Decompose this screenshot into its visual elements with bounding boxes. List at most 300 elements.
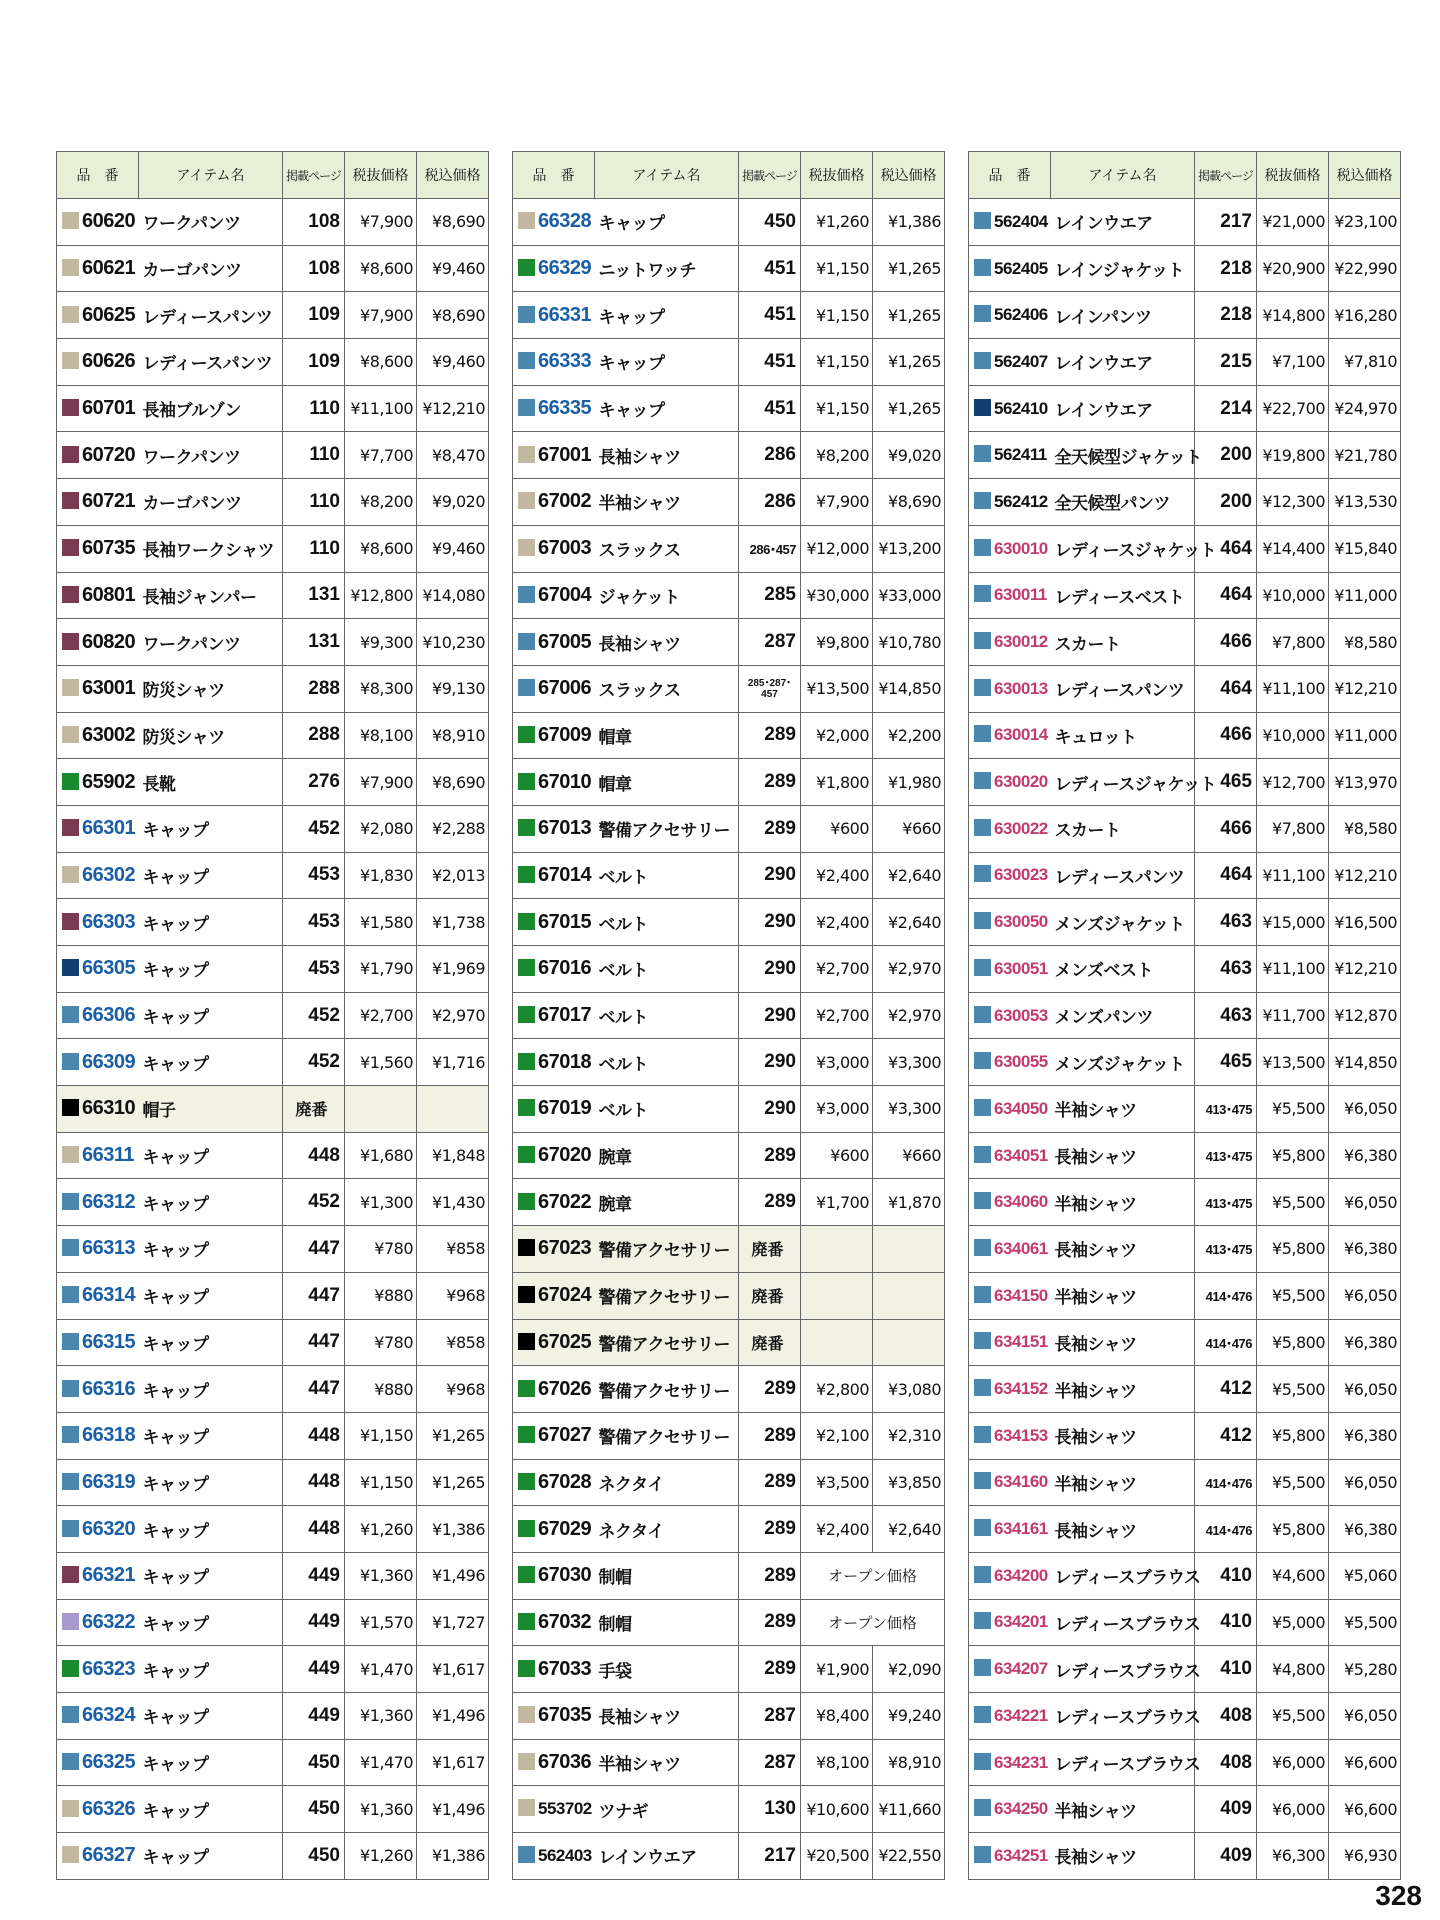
header-item-name: アイテム名 bbox=[595, 152, 739, 199]
price-in-tax: ¥660 bbox=[873, 1132, 945, 1179]
product-code-cell bbox=[969, 1272, 1051, 1319]
price-ex-tax: ¥13,500 bbox=[1257, 1039, 1329, 1086]
catalog-page: 448 bbox=[283, 1132, 345, 1179]
item-name: 長靴 bbox=[139, 759, 283, 806]
item-name: 手袋 bbox=[595, 1646, 739, 1693]
product-code-cell bbox=[969, 432, 1051, 479]
product-code: 66301 bbox=[82, 817, 136, 840]
item-name: キャップ bbox=[139, 1412, 283, 1459]
table-row bbox=[57, 525, 489, 572]
item-name: キャップ bbox=[595, 385, 739, 432]
product-code-cell bbox=[57, 1132, 139, 1179]
table-row bbox=[969, 245, 1401, 292]
price-in-tax: ¥9,460 bbox=[417, 245, 489, 292]
catalog-page: 286 bbox=[739, 432, 801, 479]
price-in-tax: ¥2,970 bbox=[873, 992, 945, 1039]
item-name: レインパンツ bbox=[1051, 292, 1195, 339]
product-code-cell bbox=[969, 1646, 1051, 1693]
product-code-cell bbox=[513, 1086, 595, 1133]
price-ex-tax: ¥3,500 bbox=[801, 1459, 873, 1506]
color-swatch bbox=[62, 866, 79, 883]
price-in-tax: ¥6,050 bbox=[1329, 1272, 1401, 1319]
product-code: 63002 bbox=[82, 723, 136, 746]
table-row bbox=[969, 759, 1401, 806]
price-in-tax: ¥1,617 bbox=[417, 1739, 489, 1786]
item-name: 警備アクセサリー bbox=[595, 1319, 739, 1366]
catalog-page: 290 bbox=[739, 852, 801, 899]
product-code: 634250 bbox=[994, 1799, 1048, 1819]
header-price-in-tax: 税込価格 bbox=[873, 152, 945, 199]
price-ex-tax: ¥2,400 bbox=[801, 1506, 873, 1553]
price-ex-tax: ¥11,100 bbox=[1257, 946, 1329, 993]
price-ex-tax: ¥780 bbox=[345, 1226, 417, 1273]
table-row bbox=[57, 1039, 489, 1086]
price-ex-tax: ¥1,150 bbox=[801, 245, 873, 292]
color-swatch bbox=[974, 1426, 991, 1443]
catalog-page: 131 bbox=[283, 572, 345, 619]
table-row bbox=[969, 1179, 1401, 1226]
catalog-page: 447 bbox=[283, 1272, 345, 1319]
catalog-page: 466 bbox=[1195, 712, 1257, 759]
product-code-cell bbox=[969, 1786, 1051, 1833]
product-code: 630012 bbox=[994, 632, 1048, 652]
item-name: ベルト bbox=[595, 946, 739, 993]
table-row bbox=[57, 432, 489, 479]
table-row bbox=[57, 479, 489, 526]
product-code-cell bbox=[969, 1459, 1051, 1506]
table-row bbox=[969, 899, 1401, 946]
price-ex-tax: ¥9,800 bbox=[801, 619, 873, 666]
table-row bbox=[57, 946, 489, 993]
price-table-2 bbox=[512, 151, 945, 1880]
price-ex-tax: ¥8,100 bbox=[801, 1739, 873, 1786]
product-code-cell bbox=[57, 899, 139, 946]
product-code: 562406 bbox=[994, 305, 1048, 325]
price-in-tax: ¥1,716 bbox=[417, 1039, 489, 1086]
color-swatch bbox=[518, 1006, 535, 1023]
price-in-tax bbox=[873, 1272, 945, 1319]
color-swatch bbox=[518, 492, 535, 509]
table-row bbox=[513, 1833, 945, 1880]
product-code: 634160 bbox=[994, 1472, 1048, 1492]
price-in-tax: ¥6,050 bbox=[1329, 1693, 1401, 1740]
product-code: 60721 bbox=[82, 490, 136, 513]
item-name: 半袖シャツ bbox=[1051, 1179, 1195, 1226]
price-ex-tax: ¥1,150 bbox=[801, 385, 873, 432]
table-row bbox=[57, 245, 489, 292]
price-ex-tax: ¥1,570 bbox=[345, 1599, 417, 1646]
product-code-cell bbox=[57, 1786, 139, 1833]
catalog-page: 217 bbox=[1195, 199, 1257, 246]
table-row bbox=[57, 852, 489, 899]
product-code-cell bbox=[513, 1833, 595, 1880]
product-code: 66328 bbox=[538, 210, 592, 233]
price-in-tax: ¥2,013 bbox=[417, 852, 489, 899]
product-code: 67004 bbox=[538, 583, 592, 606]
color-swatch bbox=[518, 1193, 535, 1210]
product-code-cell bbox=[513, 805, 595, 852]
color-swatch bbox=[974, 259, 991, 276]
color-swatch bbox=[518, 586, 535, 603]
table-row bbox=[513, 852, 945, 899]
product-code: 66318 bbox=[82, 1424, 136, 1447]
price-ex-tax: ¥1,470 bbox=[345, 1646, 417, 1693]
product-code: 66329 bbox=[538, 257, 592, 280]
table-row bbox=[57, 1179, 489, 1226]
header-item-name: アイテム名 bbox=[139, 152, 283, 199]
table-row bbox=[969, 1039, 1401, 1086]
item-name: メンズジャケット bbox=[1051, 899, 1195, 946]
catalog-page: 413･475 bbox=[1195, 1132, 1257, 1179]
item-name: ツナギ bbox=[595, 1786, 739, 1833]
price-in-tax: ¥8,690 bbox=[873, 479, 945, 526]
product-code: 60701 bbox=[82, 397, 136, 420]
price-in-tax: ¥16,500 bbox=[1329, 899, 1401, 946]
price-in-tax: ¥6,050 bbox=[1329, 1179, 1401, 1226]
product-code: 562412 bbox=[994, 491, 1048, 511]
price-ex-tax: ¥7,900 bbox=[801, 479, 873, 526]
product-code-cell bbox=[513, 1646, 595, 1693]
product-code-cell bbox=[513, 525, 595, 572]
catalog-page: 130 bbox=[739, 1786, 801, 1833]
table-row bbox=[969, 1506, 1401, 1553]
product-code-cell bbox=[969, 1599, 1051, 1646]
table-row bbox=[57, 385, 489, 432]
table-row bbox=[57, 572, 489, 619]
price-ex-tax: ¥5,800 bbox=[1257, 1319, 1329, 1366]
item-name: 長袖シャツ bbox=[595, 619, 739, 666]
color-swatch bbox=[974, 725, 991, 742]
price-ex-tax: ¥6,000 bbox=[1257, 1786, 1329, 1833]
price-in-tax: ¥8,580 bbox=[1329, 619, 1401, 666]
color-swatch bbox=[62, 539, 79, 556]
color-swatch bbox=[62, 913, 79, 930]
price-in-tax: ¥1,969 bbox=[417, 946, 489, 993]
color-swatch bbox=[62, 1846, 79, 1863]
price-in-tax: ¥6,050 bbox=[1329, 1086, 1401, 1133]
catalog-page: 287 bbox=[739, 619, 801, 666]
product-code-cell bbox=[57, 1366, 139, 1413]
catalog-page: 214 bbox=[1195, 385, 1257, 432]
price-ex-tax: ¥1,800 bbox=[801, 759, 873, 806]
price-in-tax: ¥9,240 bbox=[873, 1693, 945, 1740]
color-swatch bbox=[974, 772, 991, 789]
catalog-page: 110 bbox=[283, 385, 345, 432]
price-in-tax: ¥1,496 bbox=[417, 1552, 489, 1599]
item-name: 警備アクセサリー bbox=[595, 805, 739, 852]
product-code-cell bbox=[513, 292, 595, 339]
product-code: 562404 bbox=[994, 211, 1048, 231]
product-code: 67017 bbox=[538, 1004, 592, 1027]
product-code-cell bbox=[969, 759, 1051, 806]
color-swatch bbox=[974, 1706, 991, 1723]
price-in-tax: ¥1,430 bbox=[417, 1179, 489, 1226]
price-ex-tax: ¥12,800 bbox=[345, 572, 417, 619]
catalog-page: 108 bbox=[283, 245, 345, 292]
price-ex-tax: ¥15,000 bbox=[1257, 899, 1329, 946]
price-ex-tax: ¥600 bbox=[801, 1132, 873, 1179]
item-name: メンズジャケット bbox=[1051, 1039, 1195, 1086]
table-row bbox=[969, 1739, 1401, 1786]
color-swatch bbox=[974, 1286, 991, 1303]
price-ex-tax: ¥2,700 bbox=[801, 946, 873, 993]
product-code-cell bbox=[513, 899, 595, 946]
product-code: 67013 bbox=[538, 817, 592, 840]
color-swatch bbox=[974, 1519, 991, 1536]
catalog-page: 464 bbox=[1195, 525, 1257, 572]
price-in-tax: ¥5,060 bbox=[1329, 1552, 1401, 1599]
product-code-cell bbox=[969, 1693, 1051, 1740]
item-name: レディースパンツ bbox=[1051, 852, 1195, 899]
catalog-page: 廃番 bbox=[739, 1272, 801, 1319]
price-in-tax: ¥1,617 bbox=[417, 1646, 489, 1693]
product-code: 67024 bbox=[538, 1284, 592, 1307]
table-row bbox=[969, 432, 1401, 479]
color-swatch bbox=[518, 866, 535, 883]
color-swatch bbox=[62, 1380, 79, 1397]
product-code-cell bbox=[57, 992, 139, 1039]
color-swatch bbox=[62, 1753, 79, 1770]
product-code: 67001 bbox=[538, 443, 592, 466]
price-in-tax: ¥1,386 bbox=[873, 199, 945, 246]
table-row bbox=[513, 992, 945, 1039]
product-code: 67029 bbox=[538, 1517, 592, 1540]
price-ex-tax: ¥8,100 bbox=[345, 712, 417, 759]
product-code-cell bbox=[513, 199, 595, 246]
product-code: 634061 bbox=[994, 1238, 1048, 1258]
price-in-tax: ¥5,500 bbox=[1329, 1599, 1401, 1646]
table-row bbox=[57, 1366, 489, 1413]
table-row bbox=[969, 1599, 1401, 1646]
color-swatch bbox=[518, 1613, 535, 1630]
color-swatch bbox=[974, 1099, 991, 1116]
product-code-cell bbox=[57, 572, 139, 619]
item-name: キャップ bbox=[139, 1552, 283, 1599]
product-code-cell bbox=[513, 619, 595, 666]
product-code: 630014 bbox=[994, 725, 1048, 745]
catalog-page: 410 bbox=[1195, 1552, 1257, 1599]
price-in-tax bbox=[417, 1086, 489, 1133]
product-code: 67026 bbox=[538, 1377, 592, 1400]
table-row bbox=[513, 525, 945, 572]
color-swatch bbox=[62, 1006, 79, 1023]
price-ex-tax: ¥1,580 bbox=[345, 899, 417, 946]
price-ex-tax: ¥1,790 bbox=[345, 946, 417, 993]
color-swatch bbox=[62, 1566, 79, 1583]
color-swatch bbox=[62, 726, 79, 743]
price-ex-tax bbox=[801, 1319, 873, 1366]
price-in-tax: ¥9,460 bbox=[417, 525, 489, 572]
product-code: 630011 bbox=[994, 585, 1047, 605]
item-name: 長袖ブルゾン bbox=[139, 385, 283, 432]
catalog-page: 218 bbox=[1195, 245, 1257, 292]
product-code-cell bbox=[969, 1366, 1051, 1413]
price-in-tax: ¥968 bbox=[417, 1272, 489, 1319]
price-ex-tax: ¥2,400 bbox=[801, 899, 873, 946]
catalog-page: 451 bbox=[739, 385, 801, 432]
color-swatch bbox=[974, 539, 991, 556]
catalog-page: 463 bbox=[1195, 899, 1257, 946]
product-code-cell bbox=[57, 1693, 139, 1740]
item-name: キャップ bbox=[139, 1646, 283, 1693]
table-row bbox=[969, 1786, 1401, 1833]
catalog-page: 447 bbox=[283, 1366, 345, 1413]
item-name: キャップ bbox=[595, 199, 739, 246]
price-in-tax: ¥14,850 bbox=[873, 665, 945, 712]
catalog-page: 廃番 bbox=[739, 1319, 801, 1366]
product-code-cell bbox=[513, 946, 595, 993]
catalog-page: 289 bbox=[739, 1599, 801, 1646]
price-ex-tax: ¥5,800 bbox=[1257, 1506, 1329, 1553]
table-row bbox=[969, 946, 1401, 993]
product-code: 66309 bbox=[82, 1050, 136, 1073]
item-name: キャップ bbox=[139, 1132, 283, 1179]
price-in-tax: ¥10,780 bbox=[873, 619, 945, 666]
color-swatch bbox=[518, 212, 535, 229]
catalog-page: 463 bbox=[1195, 992, 1257, 1039]
item-name: キュロット bbox=[1051, 712, 1195, 759]
product-code-cell bbox=[57, 1272, 139, 1319]
catalog-page: 413･475 bbox=[1195, 1086, 1257, 1133]
catalog-page: 200 bbox=[1195, 479, 1257, 526]
item-name: レディースベスト bbox=[1051, 572, 1195, 619]
item-name: 長袖ワークシャツ bbox=[139, 525, 283, 572]
price-ex-tax: ¥11,700 bbox=[1257, 992, 1329, 1039]
price-in-tax: ¥9,020 bbox=[417, 479, 489, 526]
price-ex-tax: ¥2,700 bbox=[345, 992, 417, 1039]
price-in-tax: ¥8,690 bbox=[417, 199, 489, 246]
table-row bbox=[513, 432, 945, 479]
product-code: 60820 bbox=[82, 630, 136, 653]
table-row bbox=[57, 1599, 489, 1646]
catalog-page: 452 bbox=[283, 1039, 345, 1086]
table-row bbox=[57, 292, 489, 339]
product-code: 66311 bbox=[82, 1144, 135, 1167]
catalog-page: 412 bbox=[1195, 1366, 1257, 1413]
product-code-cell bbox=[969, 852, 1051, 899]
catalog-page: 288 bbox=[283, 665, 345, 712]
table-row bbox=[57, 1833, 489, 1880]
catalog-page: 289 bbox=[739, 1552, 801, 1599]
price-ex-tax: ¥20,500 bbox=[801, 1833, 873, 1880]
header-code: 品 番 bbox=[57, 152, 139, 199]
item-name: レディースブラウス bbox=[1051, 1739, 1195, 1786]
product-code: 634050 bbox=[994, 1098, 1048, 1118]
product-code-cell bbox=[57, 665, 139, 712]
product-code: 634151 bbox=[994, 1332, 1048, 1352]
catalog-page: 289 bbox=[739, 1179, 801, 1226]
item-name: レディースパンツ bbox=[1051, 665, 1195, 712]
color-swatch bbox=[518, 1146, 535, 1163]
color-swatch bbox=[62, 1099, 79, 1116]
color-swatch bbox=[62, 1193, 79, 1210]
product-code: 630051 bbox=[994, 958, 1048, 978]
product-code: 634150 bbox=[994, 1285, 1048, 1305]
price-ex-tax: ¥14,800 bbox=[1257, 292, 1329, 339]
price-in-tax: ¥15,840 bbox=[1329, 525, 1401, 572]
color-swatch bbox=[518, 1286, 535, 1303]
catalog-page: 290 bbox=[739, 1039, 801, 1086]
item-name: キャップ bbox=[139, 805, 283, 852]
price-ex-tax: ¥8,200 bbox=[801, 432, 873, 479]
color-swatch bbox=[974, 212, 991, 229]
product-code-cell bbox=[513, 245, 595, 292]
price-in-tax: ¥3,300 bbox=[873, 1086, 945, 1133]
color-swatch bbox=[974, 1379, 991, 1396]
price-in-tax: ¥22,550 bbox=[873, 1833, 945, 1880]
catalog-page: 285･287･457 bbox=[739, 665, 801, 712]
item-name: キャップ bbox=[139, 1272, 283, 1319]
price-ex-tax: ¥7,700 bbox=[345, 432, 417, 479]
item-name: キャップ bbox=[139, 1599, 283, 1646]
product-code: 60621 bbox=[82, 257, 136, 280]
price-in-tax: ¥22,990 bbox=[1329, 245, 1401, 292]
price-ex-tax: ¥2,100 bbox=[801, 1412, 873, 1459]
catalog-page: 414･476 bbox=[1195, 1319, 1257, 1366]
color-swatch bbox=[62, 1053, 79, 1070]
price-in-tax: ¥2,200 bbox=[873, 712, 945, 759]
catalog-page: 453 bbox=[283, 946, 345, 993]
catalog-page: 290 bbox=[739, 899, 801, 946]
price-in-tax: ¥8,690 bbox=[417, 292, 489, 339]
color-swatch bbox=[518, 539, 535, 556]
product-code: 67025 bbox=[538, 1330, 592, 1353]
price-ex-tax: ¥880 bbox=[345, 1366, 417, 1413]
price-in-tax: ¥1,265 bbox=[873, 385, 945, 432]
table-row bbox=[969, 1366, 1401, 1413]
item-name: ベルト bbox=[595, 899, 739, 946]
price-in-tax: ¥6,600 bbox=[1329, 1739, 1401, 1786]
product-code-cell bbox=[57, 1833, 139, 1880]
color-swatch bbox=[62, 1333, 79, 1350]
item-name: レディースジャケット bbox=[1051, 759, 1195, 806]
table-row bbox=[969, 292, 1401, 339]
catalog-page: 290 bbox=[739, 1086, 801, 1133]
table-row bbox=[969, 525, 1401, 572]
product-code-cell bbox=[513, 1366, 595, 1413]
table-row bbox=[513, 1412, 945, 1459]
price-ex-tax: ¥780 bbox=[345, 1319, 417, 1366]
catalog-page: 110 bbox=[283, 479, 345, 526]
product-code: 67030 bbox=[538, 1564, 592, 1587]
item-name: 警備アクセサリー bbox=[595, 1226, 739, 1273]
price-ex-tax: ¥1,300 bbox=[345, 1179, 417, 1226]
item-name: キャップ bbox=[139, 1833, 283, 1880]
price-in-tax: ¥2,970 bbox=[417, 992, 489, 1039]
price-ex-tax: ¥7,900 bbox=[345, 292, 417, 339]
color-swatch bbox=[974, 865, 991, 882]
product-code-cell bbox=[513, 1319, 595, 1366]
price-in-tax: ¥7,810 bbox=[1329, 339, 1401, 386]
color-swatch bbox=[974, 445, 991, 462]
product-code-cell bbox=[969, 1739, 1051, 1786]
price-ex-tax: ¥11,100 bbox=[1257, 852, 1329, 899]
product-code-cell bbox=[57, 805, 139, 852]
item-name: レディースブラウス bbox=[1051, 1552, 1195, 1599]
table-row bbox=[513, 759, 945, 806]
table-row bbox=[513, 1226, 945, 1273]
product-code: 67019 bbox=[538, 1097, 592, 1120]
catalog-page: 412 bbox=[1195, 1412, 1257, 1459]
color-swatch bbox=[62, 633, 79, 650]
product-code-cell bbox=[513, 1693, 595, 1740]
item-name: 制帽 bbox=[595, 1599, 739, 1646]
product-code: 634251 bbox=[994, 1845, 1048, 1865]
product-code: 634221 bbox=[994, 1705, 1048, 1725]
color-swatch bbox=[974, 1052, 991, 1069]
catalog-page: 289 bbox=[739, 1646, 801, 1693]
color-swatch bbox=[974, 1612, 991, 1629]
